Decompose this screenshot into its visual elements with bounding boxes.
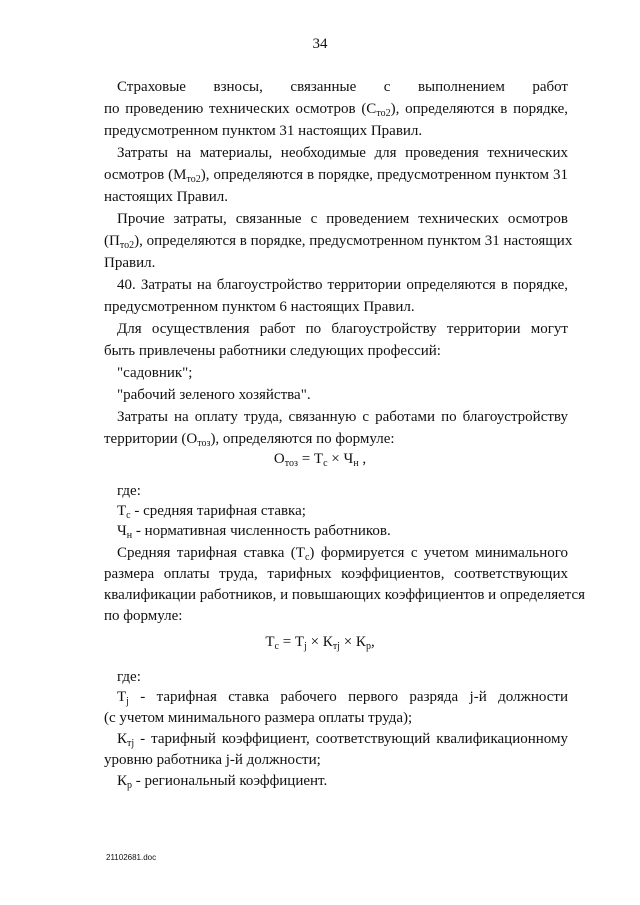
text-span: = Т xyxy=(297,451,324,467)
subscript: то2 xyxy=(186,174,201,185)
paragraph-line: Затраты на материалы, необходимые для проведения технических xyxy=(117,145,568,161)
subscript: р xyxy=(127,780,133,791)
subscript: н xyxy=(353,458,359,469)
paragraph-line xyxy=(104,98,568,120)
definition-line xyxy=(117,770,568,792)
definition-line xyxy=(117,520,568,542)
paragraph-line: Страховые взносы, связанные с выполнением работ xyxy=(117,79,568,95)
text-span: осмотров (М xyxy=(104,167,187,183)
text-span: Т xyxy=(117,503,127,519)
where-label: где: xyxy=(117,669,141,685)
paragraph-line xyxy=(104,428,568,450)
text-span: К xyxy=(117,731,128,747)
paragraph-line xyxy=(104,230,573,252)
paragraph-line: квалификации работников, и повышающих коэффициентов и определяется xyxy=(104,587,586,603)
subscript: тj xyxy=(127,738,135,749)
subscript: тоз xyxy=(284,458,298,469)
text-span: ), определяются в порядке, предусмотренном пунктом 31 настоящих xyxy=(134,233,573,249)
definition-line xyxy=(117,500,568,522)
text-span: ), определяются по формуле: xyxy=(210,431,395,447)
subscript: тj xyxy=(332,641,340,652)
text-span: К xyxy=(117,773,128,789)
text-span: - тарифный коэффициент, соответствующий квалификационному xyxy=(134,731,568,747)
paragraph-line: предусмотренном пунктом 6 настоящих Правил. xyxy=(104,299,415,315)
text-span: (П xyxy=(104,233,120,249)
definition-line: (с учетом минимального размера оплаты труда); xyxy=(104,710,413,726)
paragraph-line: 40. Затраты на благоустройство территории определяются в порядке, xyxy=(117,277,568,293)
text-span: - нормативная численность работников. xyxy=(132,523,391,539)
text-span: - тарифная ставка рабочего первого разряда j-й должности xyxy=(128,689,568,705)
formula-1 xyxy=(0,451,640,468)
definition-line xyxy=(117,686,568,708)
text-span: Т xyxy=(265,634,275,650)
list-item: "садовник"; xyxy=(117,365,193,381)
text-span: , xyxy=(370,634,375,650)
text-span: , xyxy=(358,451,367,467)
text-span: территории (О xyxy=(104,431,198,447)
paragraph-line: размера оплаты труда, тарифных коэффициентов, соответствующих xyxy=(104,566,568,582)
subscript: н xyxy=(126,530,133,541)
definition-line xyxy=(117,728,568,750)
paragraph-line: Для осуществления работ по благоустройству территории могут xyxy=(117,321,568,337)
list-item: "рабочий зеленого хозяйства". xyxy=(117,387,311,403)
subscript: с xyxy=(304,552,310,563)
subscript: j xyxy=(126,696,129,707)
where-label: где: xyxy=(117,483,141,499)
footer-filename: 21102681.doc xyxy=(106,853,157,862)
paragraph-line: предусмотренном пунктом 31 настоящих Правил. xyxy=(104,123,423,139)
subscript: с xyxy=(274,641,279,652)
subscript: с xyxy=(126,510,131,521)
text-span: О xyxy=(273,451,285,467)
text-span: ), определяются в порядке, xyxy=(390,101,568,117)
formula-2 xyxy=(0,634,640,651)
subscript: с xyxy=(323,458,328,469)
text-span: × К xyxy=(306,634,333,650)
text-span: Средняя тарифная ставка (Т xyxy=(117,545,305,561)
subscript: то2 xyxy=(376,108,391,119)
subscript: j xyxy=(304,641,307,652)
paragraph-line: Правил. xyxy=(104,255,156,271)
paragraph-line: Затраты на оплату труда, связанную с работами по благоустройству xyxy=(117,409,568,425)
paragraph-line xyxy=(104,164,568,186)
paragraph-line: быть привлечены работники следующих профессий: xyxy=(104,343,441,359)
subscript: то2 xyxy=(119,240,135,251)
text-span: × К xyxy=(339,634,366,650)
text-span: Ч xyxy=(117,523,127,539)
text-span: ) формируется с учетом минимального xyxy=(309,545,568,561)
subscript: тоз xyxy=(197,438,211,449)
text-span: - региональный коэффициент. xyxy=(132,773,328,789)
text-span: Т xyxy=(117,689,127,705)
paragraph-line: настоящих Правил. xyxy=(104,189,228,205)
text-span: × Ч xyxy=(327,451,354,467)
paragraph-line: по формуле: xyxy=(104,608,183,624)
subscript: р xyxy=(365,641,371,652)
text-span: = Т xyxy=(278,634,305,650)
page-number: 34 xyxy=(312,36,328,52)
text-span: по проведению технических осмотров (С xyxy=(104,101,377,117)
definition-line: уровню работника j-й должности; xyxy=(104,752,321,768)
text-span: ), определяются в порядке, предусмотренном пунктом 31 xyxy=(200,167,568,183)
paragraph-line: Прочие затраты, связанные с проведением технических осмотров xyxy=(117,211,568,227)
text-span: - средняя тарифная ставка; xyxy=(130,503,306,519)
paragraph-line xyxy=(117,542,568,564)
